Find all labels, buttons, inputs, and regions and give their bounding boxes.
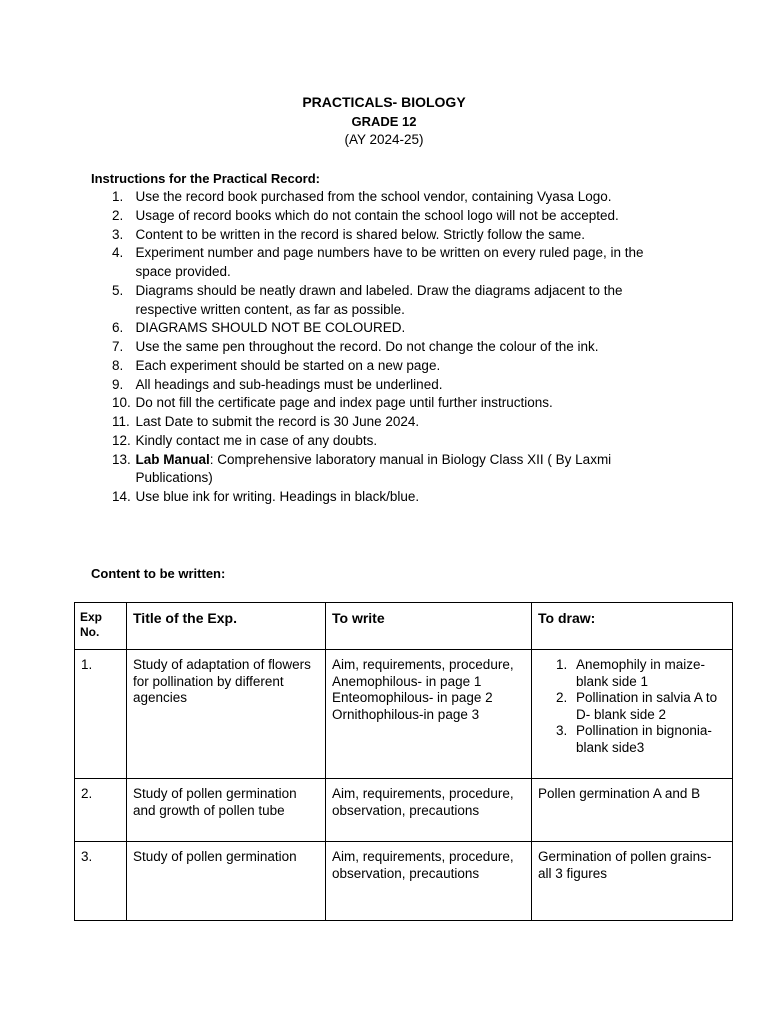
to-write-cell: [326, 842, 532, 921]
to-draw-text: Pollination in bignonia- blank side3: [576, 723, 712, 755]
academic-year: (AY 2024-25): [344, 132, 424, 147]
to-write-line: Aim, requirements, procedure, observation, precautions: [332, 849, 514, 881]
to-draw-number: 3.: [556, 723, 568, 738]
to-draw-text: Pollination in salvia A to D- blank side 2: [576, 690, 718, 722]
to-write-line: Aim, requirements, procedure, observation, precautions: [332, 786, 514, 818]
exp-number-cell: 3.: [75, 842, 127, 921]
to-draw-cell: Germination of pollen grains- all 3 figures: [532, 842, 733, 921]
to-draw-list: [538, 657, 726, 756]
to-write-line: Aim, requirements, procedure, Anemophilous- in page 1: [332, 657, 514, 689]
table-row: [75, 779, 733, 842]
experiments-table: [74, 602, 733, 921]
instruction-item: [112, 488, 672, 507]
to-draw-cell: Pollen germination A and B: [532, 779, 733, 842]
instruction-number: 7.: [112, 339, 124, 354]
instruction-number: 10.: [112, 395, 131, 411]
instruction-item: [112, 319, 672, 338]
instruction-text: Experiment number and page numbers have to be written on every ruled page, in the space provided.: [135, 245, 644, 279]
to-draw-number: 1.: [556, 657, 568, 672]
to-write-line: Ornithophilous-in page 3: [332, 706, 480, 722]
exp-title-cell: Study of pollen germination and growth of pollen tube: [127, 779, 326, 842]
instruction-item: [112, 188, 672, 207]
instruction-number: 8.: [112, 357, 124, 373]
instruction-item: [112, 338, 672, 357]
instruction-number: 2.: [112, 207, 124, 223]
to-draw-item: [538, 723, 726, 756]
instruction-number: 12.: [112, 432, 131, 448]
table-row: [75, 650, 733, 779]
table-header-row: [75, 603, 733, 650]
content-heading: Content to be written:: [91, 566, 226, 581]
instruction-text: Use blue ink for writing. Headings in black/blue.: [135, 489, 420, 504]
instruction-item: [112, 432, 672, 451]
instruction-text: Each experiment should be started on a new page.: [135, 357, 441, 373]
instruction-item: [112, 413, 672, 432]
instruction-text: Content to be written in the record is shared below. Strictly follow the same.: [135, 226, 585, 242]
column-header-exp-no: Exp No.: [75, 603, 127, 650]
instruction-item: [112, 451, 672, 489]
instruction-text: All headings and sub-headings must be underlined.: [135, 376, 443, 392]
instruction-text: Diagrams should be neatly drawn and labeled. Draw the diagrams adjacent to the respective written content, as far as possible.: [135, 282, 623, 317]
instruction-item: [112, 376, 672, 395]
to-draw-item: [538, 690, 726, 723]
instruction-text: Use the record book purchased from the school vendor, containing Vyasa Logo.: [135, 189, 612, 204]
column-header-title: Title of the Exp.: [127, 603, 326, 650]
to-write-cell: [326, 650, 532, 779]
instruction-text: : Comprehensive laboratory manual in Biology Class XII ( By Laxmi Publications): [135, 451, 612, 486]
to-draw-cell: [532, 650, 733, 779]
instruction-text: Use the same pen throughout the record. Do not change the colour of the ink.: [135, 339, 599, 354]
instruction-number: 5.: [112, 282, 124, 298]
exp-number-cell: 1.: [75, 650, 127, 779]
instruction-number: 9.: [112, 376, 124, 392]
instruction-text: Last Date to submit the record is 30 June 2024.: [135, 414, 420, 429]
instructions-heading: Instructions for the Practical Record:: [91, 171, 320, 186]
instruction-number: 4.: [112, 245, 124, 261]
instruction-item: [112, 357, 672, 376]
instruction-item: [112, 207, 672, 226]
to-write-line: Enteomophilous- in page 2: [332, 690, 493, 705]
instruction-item: [112, 282, 672, 320]
exp-title-cell: Study of adaptation of flowers for pollination by different agencies: [127, 650, 326, 779]
instruction-number: 3.: [112, 226, 124, 242]
grade-subtitle: GRADE 12: [351, 114, 417, 129]
to-draw-number: 2.: [556, 690, 568, 705]
instruction-number: 1.: [112, 189, 124, 204]
instruction-text: Usage of record books which do not contain the school logo will not be accepted.: [135, 207, 619, 223]
instruction-text: Do not fill the certificate page and index page until further instructions.: [135, 395, 553, 411]
to-write-cell: [326, 779, 532, 842]
column-header-to-draw: To draw:: [532, 603, 733, 650]
to-draw-item: [538, 657, 726, 690]
exp-number-cell: 2.: [75, 779, 127, 842]
instruction-text: Kindly contact me in case of any doubts.: [135, 432, 378, 448]
instructions-list: [112, 188, 672, 507]
instruction-number: 14.: [112, 489, 131, 504]
exp-title-cell: Study of pollen germination: [127, 842, 326, 921]
instruction-item: [112, 244, 672, 282]
page-title: PRACTICALS- BIOLOGY: [302, 94, 466, 110]
to-draw-text: Anemophily in maize- blank side 1: [576, 657, 706, 689]
instruction-number: 11.: [112, 414, 130, 429]
instruction-item: [112, 394, 672, 413]
instruction-number: 13.: [112, 451, 131, 467]
instruction-text: DIAGRAMS SHOULD NOT BE COLOURED.: [135, 320, 406, 336]
lab-manual-label: Lab Manual: [135, 451, 210, 467]
table-row: [75, 842, 733, 921]
instruction-number: 6.: [112, 320, 124, 336]
column-header-to-write: To write: [326, 603, 532, 650]
instruction-item: [112, 226, 672, 245]
